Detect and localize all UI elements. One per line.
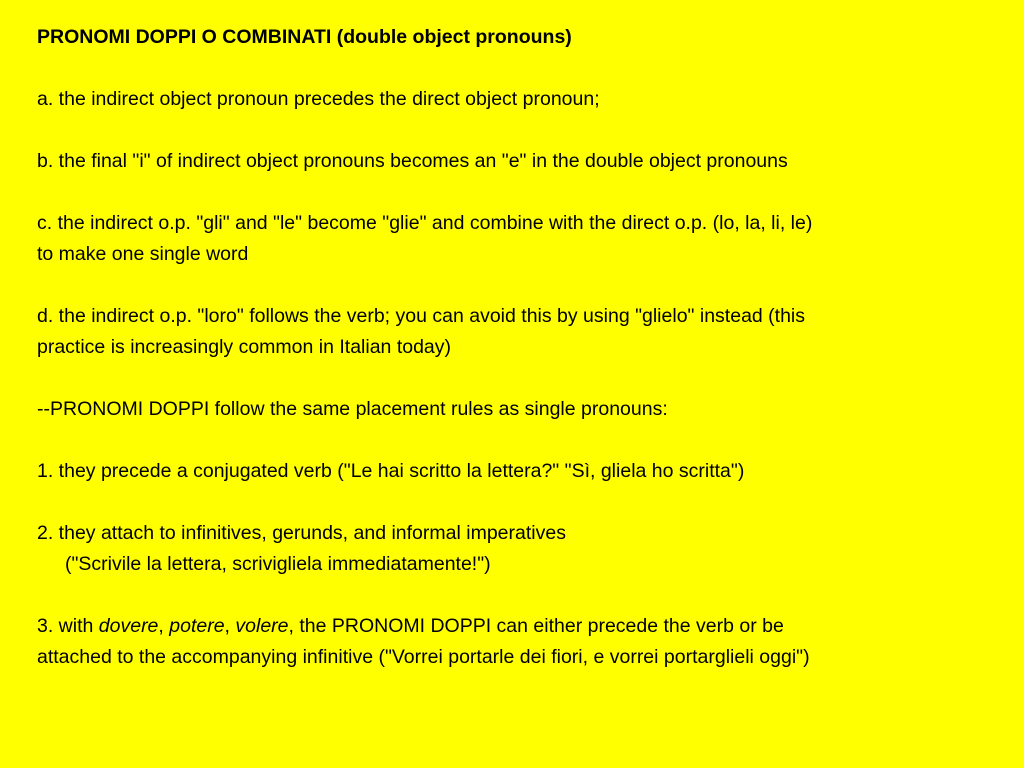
spacer — [37, 487, 994, 518]
spacer — [37, 177, 994, 208]
placement-intro: --PRONOMI DOPPI follow the same placement rules as single pronouns: — [37, 398, 668, 420]
point-1: 1. they precede a conjugated verb ("Le hai scritto la lettera?" "Sì, gliela ho scritta") — [37, 460, 745, 482]
spacer — [37, 580, 994, 611]
spacer — [37, 270, 994, 301]
rule-d-line-2: practice is increasingly common in Italian today) — [37, 336, 452, 358]
spacer — [37, 363, 994, 394]
spacer — [37, 425, 994, 456]
rule-d-line-1: d. the indirect o.p. "loro" follows the verb; you can avoid this by using "glielo" instead (this — [37, 305, 806, 327]
point-3-line-1 — [37, 611, 994, 642]
verb-dovere: dovere — [98, 615, 159, 637]
spacer — [37, 53, 994, 84]
rule-a: a. the indirect object pronoun precedes the direct object pronoun; — [37, 88, 600, 110]
point-3-rest: , the PRONOMI DOPPI can either precede the verb or be — [288, 615, 784, 637]
slide-title: PRONOMI DOPPI O COMBINATI (double object pronouns) — [37, 26, 572, 48]
rule-b: b. the final "i" of indirect object pronouns becomes an "e" in the double object pronouns — [37, 150, 788, 172]
verb-potere: potere — [169, 615, 225, 637]
rule-c-line-2: to make one single word — [37, 243, 249, 265]
separator: , — [158, 615, 170, 637]
point-2-line-1: 2. they attach to infinitives, gerunds, and informal imperatives — [37, 522, 566, 544]
verb-volere: volere — [235, 615, 289, 637]
point-3-prefix: 3. with — [37, 615, 99, 637]
spacer — [37, 115, 994, 146]
rule-c-line-1: c. the indirect o.p. "gli" and "le" become "glie" and combine with the direct o.p. (lo, la, li, le) — [37, 212, 813, 234]
point-2-example: ("Scrivile la lettera, scrivigliela immediatamente!") — [65, 553, 491, 575]
separator: , — [224, 615, 236, 637]
point-3-line-2: attached to the accompanying infinitive ("Vorrei portarle dei fiori, e vorrei portarglieli oggi") — [37, 646, 810, 668]
